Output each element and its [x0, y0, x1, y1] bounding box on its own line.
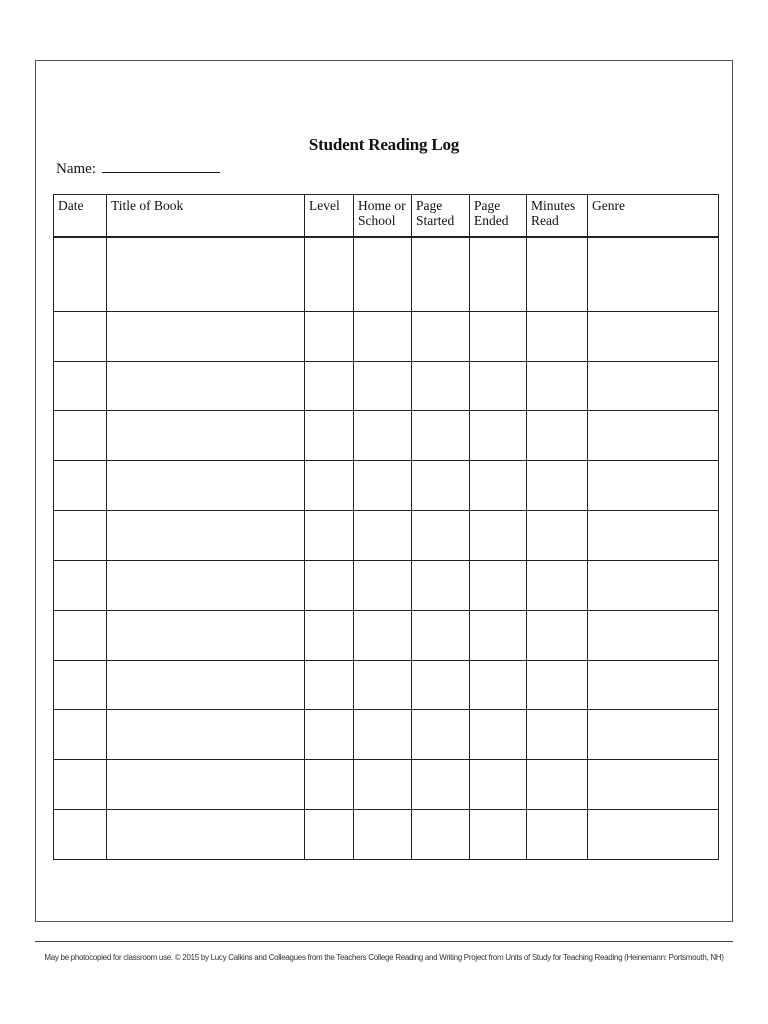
column-header-page-ended — [470, 195, 527, 237]
log-cell-page-ended[interactable] — [470, 237, 527, 312]
log-cell-level[interactable] — [305, 461, 354, 511]
log-cell-page-ended[interactable] — [470, 760, 527, 810]
log-cell-minutes[interactable] — [527, 461, 588, 511]
log-cell-page-started[interactable] — [412, 610, 470, 660]
log-cell-minutes[interactable] — [527, 760, 588, 810]
log-cell-title[interactable] — [107, 311, 305, 361]
log-cell-page-started[interactable] — [412, 461, 470, 511]
log-cell-title[interactable] — [107, 411, 305, 461]
log-cell-home-school[interactable] — [354, 237, 412, 312]
log-cell-genre[interactable] — [588, 760, 719, 810]
log-cell-level[interactable] — [305, 560, 354, 610]
log-cell-minutes[interactable] — [527, 361, 588, 411]
table-row — [54, 461, 719, 511]
column-header-label: Home or — [358, 198, 406, 213]
name-label: Name: — [56, 161, 96, 177]
log-cell-minutes[interactable] — [527, 237, 588, 312]
table-row — [54, 237, 719, 312]
log-cell-minutes[interactable] — [527, 610, 588, 660]
table-row — [54, 511, 719, 561]
log-cell-level[interactable] — [305, 237, 354, 312]
log-cell-page-started[interactable] — [412, 560, 470, 610]
table-row — [54, 361, 719, 411]
column-header-label: Read — [531, 213, 559, 228]
table-header-row — [54, 195, 719, 237]
column-header-page-started — [412, 195, 470, 237]
table-row — [54, 411, 719, 461]
log-cell-page-ended[interactable] — [470, 660, 527, 710]
log-cell-page-started[interactable] — [412, 760, 470, 810]
column-header-label: Date — [58, 198, 84, 213]
log-cell-genre[interactable] — [588, 660, 719, 710]
log-cell-home-school[interactable] — [354, 610, 412, 660]
log-cell-genre[interactable] — [588, 461, 719, 511]
log-cell-genre[interactable] — [588, 361, 719, 411]
log-cell-page-ended[interactable] — [470, 461, 527, 511]
log-cell-home-school[interactable] — [354, 411, 412, 461]
column-header-minutes — [527, 195, 588, 237]
column-header-level — [305, 195, 354, 237]
page-title: Student Reading Log — [308, 135, 460, 154]
log-cell-page-ended[interactable] — [470, 411, 527, 461]
log-cell-genre[interactable] — [588, 411, 719, 461]
table-row — [54, 311, 719, 361]
column-header-label: Page — [416, 198, 443, 213]
log-cell-level[interactable] — [305, 810, 354, 860]
log-cell-title[interactable] — [107, 710, 305, 760]
column-header-label: Ended — [474, 213, 509, 228]
log-cell-minutes[interactable] — [527, 810, 588, 860]
log-cell-date[interactable] — [54, 311, 107, 361]
log-cell-level[interactable] — [305, 610, 354, 660]
column-header-genre — [588, 195, 719, 237]
log-cell-title[interactable] — [107, 461, 305, 511]
log-cell-date[interactable] — [54, 610, 107, 660]
log-cell-title[interactable] — [107, 511, 305, 561]
name-blank-line[interactable] — [102, 158, 220, 173]
table-row — [54, 810, 719, 860]
column-header-title — [107, 195, 305, 237]
log-cell-level[interactable] — [305, 760, 354, 810]
log-cell-minutes[interactable] — [527, 560, 588, 610]
log-cell-minutes[interactable] — [527, 660, 588, 710]
log-cell-home-school[interactable] — [354, 810, 412, 860]
log-cell-page-ended[interactable] — [470, 810, 527, 860]
log-cell-minutes[interactable] — [527, 411, 588, 461]
log-cell-minutes[interactable] — [527, 511, 588, 561]
column-header-label: Title of Book — [111, 198, 184, 213]
log-cell-date[interactable] — [54, 411, 107, 461]
log-cell-genre[interactable] — [588, 560, 719, 610]
log-cell-page-ended[interactable] — [470, 311, 527, 361]
log-cell-home-school[interactable] — [354, 760, 412, 810]
column-header-label: Minutes — [531, 198, 576, 213]
footer-divider — [35, 941, 733, 942]
log-cell-page-started[interactable] — [412, 710, 470, 760]
log-cell-page-ended[interactable] — [470, 610, 527, 660]
log-cell-date[interactable] — [54, 760, 107, 810]
table-row — [54, 710, 719, 760]
log-cell-level[interactable] — [305, 511, 354, 561]
log-cell-level[interactable] — [305, 311, 354, 361]
log-cell-page-started[interactable] — [412, 411, 470, 461]
log-cell-page-started[interactable] — [412, 361, 470, 411]
log-cell-home-school[interactable] — [354, 311, 412, 361]
column-header-label: Page — [474, 198, 501, 213]
log-cell-page-started[interactable] — [412, 511, 470, 561]
table-row — [54, 760, 719, 810]
log-cell-home-school[interactable] — [354, 361, 412, 411]
log-cell-date[interactable] — [54, 710, 107, 760]
log-cell-page-started[interactable] — [412, 237, 470, 312]
log-cell-title[interactable] — [107, 660, 305, 710]
log-cell-page-ended[interactable] — [470, 361, 527, 411]
log-cell-date[interactable] — [54, 810, 107, 860]
log-cell-date[interactable] — [54, 511, 107, 561]
column-header-label: Level — [309, 198, 340, 213]
log-cell-title[interactable] — [107, 760, 305, 810]
log-cell-page-started[interactable] — [412, 311, 470, 361]
column-header-label: Started — [416, 213, 455, 228]
log-cell-home-school[interactable] — [354, 560, 412, 610]
log-cell-genre[interactable] — [588, 810, 719, 860]
log-cell-level[interactable] — [305, 710, 354, 760]
table-row — [54, 560, 719, 610]
table-row — [54, 660, 719, 710]
log-cell-page-ended[interactable] — [470, 511, 527, 561]
log-cell-minutes[interactable] — [527, 311, 588, 361]
log-cell-date[interactable] — [54, 660, 107, 710]
reading-log-table — [53, 194, 719, 860]
log-cell-date[interactable] — [54, 237, 107, 312]
log-cell-genre[interactable] — [588, 237, 719, 312]
log-cell-title[interactable] — [107, 361, 305, 411]
log-cell-title[interactable] — [107, 810, 305, 860]
table-body — [54, 237, 719, 860]
log-cell-home-school[interactable] — [354, 461, 412, 511]
log-cell-genre[interactable] — [588, 610, 719, 660]
log-cell-genre[interactable] — [588, 710, 719, 760]
log-cell-home-school[interactable] — [354, 511, 412, 561]
column-header-label: School — [358, 213, 396, 228]
log-cell-title[interactable] — [107, 237, 305, 312]
column-header-date — [54, 195, 107, 237]
log-cell-home-school[interactable] — [354, 710, 412, 760]
copyright-footer: May be photocopied for classroom use. © 2015 by Lucy Calkins and Colleagues from the Teachers College Reading and Writing Project from Units of Study for Teaching Reading (Heinemann: Portsmouth, NH) — [44, 953, 724, 962]
log-cell-genre[interactable] — [588, 511, 719, 561]
log-cell-title[interactable] — [107, 610, 305, 660]
log-cell-date[interactable] — [54, 560, 107, 610]
column-header-label: Genre — [592, 198, 625, 213]
log-cell-page-started[interactable] — [412, 660, 470, 710]
log-cell-home-school[interactable] — [354, 660, 412, 710]
log-cell-level[interactable] — [305, 411, 354, 461]
log-cell-page-ended[interactable] — [470, 710, 527, 760]
log-cell-page-ended[interactable] — [470, 560, 527, 610]
log-cell-title[interactable] — [107, 560, 305, 610]
log-cell-level[interactable] — [305, 361, 354, 411]
log-cell-date[interactable] — [54, 461, 107, 511]
log-cell-genre[interactable] — [588, 311, 719, 361]
log-cell-level[interactable] — [305, 660, 354, 710]
log-cell-page-started[interactable] — [412, 810, 470, 860]
column-header-home-school — [354, 195, 412, 237]
table-row — [54, 610, 719, 660]
reading-log-sheet — [35, 60, 733, 922]
log-cell-date[interactable] — [54, 361, 107, 411]
log-cell-minutes[interactable] — [527, 710, 588, 760]
name-field-row — [56, 158, 220, 178]
